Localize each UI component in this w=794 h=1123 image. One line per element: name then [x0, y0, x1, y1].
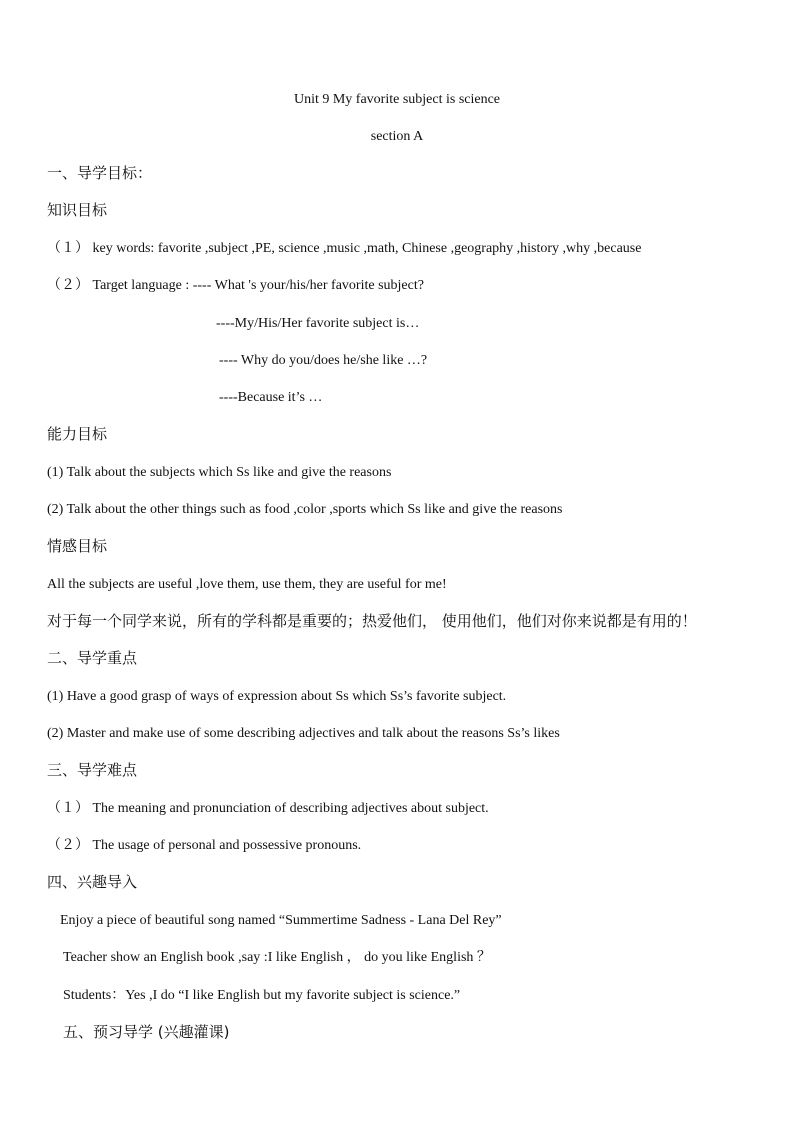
heading-emotion-goals: 情感目标 [47, 537, 108, 555]
heading-ability-goals: 能力目标 [47, 425, 108, 443]
heading-knowledge-goals: 知识目标 [47, 201, 108, 219]
target-language-line: （２） Target language : ---- What 's your/his/her favorite subject? [47, 278, 424, 293]
target-language-because: ----Because it’s … [219, 390, 323, 405]
emotion-english: All the subjects are useful ,love them, use them, they are useful for me! [47, 577, 447, 592]
heading-key-points: 二、导学重点 [47, 649, 138, 667]
ability-item-1: (1) Talk about the subjects which Ss like and give the reasons [47, 465, 392, 480]
key-point-1: (1) Have a good grasp of ways of expression about Ss which Ss’s favorite subject. [47, 689, 507, 704]
key-point-2: (2) Master and make use of some describing adjectives and talk about the reasons Ss’s likes [47, 726, 560, 741]
heading-difficulties: 三、导学难点 [47, 761, 138, 779]
ability-item-2: (2) Talk about the other things such as food ,color ,sports which Ss like and give the reasons [47, 502, 563, 517]
heading-preview: 五、预习导学 (兴趣灌课) [63, 1023, 230, 1041]
target-language-answer: ----My/His/Her favorite subject is… [216, 316, 420, 331]
key-words-line: （１） key words: favorite ,subject ,PE, science ,music ,math, Chinese ,geography ,history ,why ,because [47, 241, 642, 256]
difficulty-2: （２） The usage of personal and possessive pronouns. [47, 838, 362, 853]
intro-line-2: Teacher show an English book ,say :I like English ， do you like English ？ [63, 950, 491, 965]
heading-learning-goals: 一、导学目标： [47, 164, 153, 182]
target-language-why: ---- Why do you/does he/she like …? [219, 353, 428, 368]
emotion-chinese: 对于每一个同学来说，所有的学科都是重要的；热爱他们， 使用他们，他们对你来说都是有用的！ [47, 612, 697, 630]
heading-interest-intro: 四、兴趣导入 [47, 873, 138, 891]
intro-line-1: Enjoy a piece of beautiful song named “Summertime Sadness - Lana Del Rey” [60, 913, 502, 928]
difficulty-1: （１） The meaning and pronunciation of describing adjectives about subject. [47, 801, 489, 816]
document-title: Unit 9 My favorite subject is science [293, 92, 501, 107]
intro-line-3: Students：Yes ,I do “I like English but my favorite subject is science.” [63, 988, 461, 1003]
section-subtitle: section A [370, 129, 424, 144]
